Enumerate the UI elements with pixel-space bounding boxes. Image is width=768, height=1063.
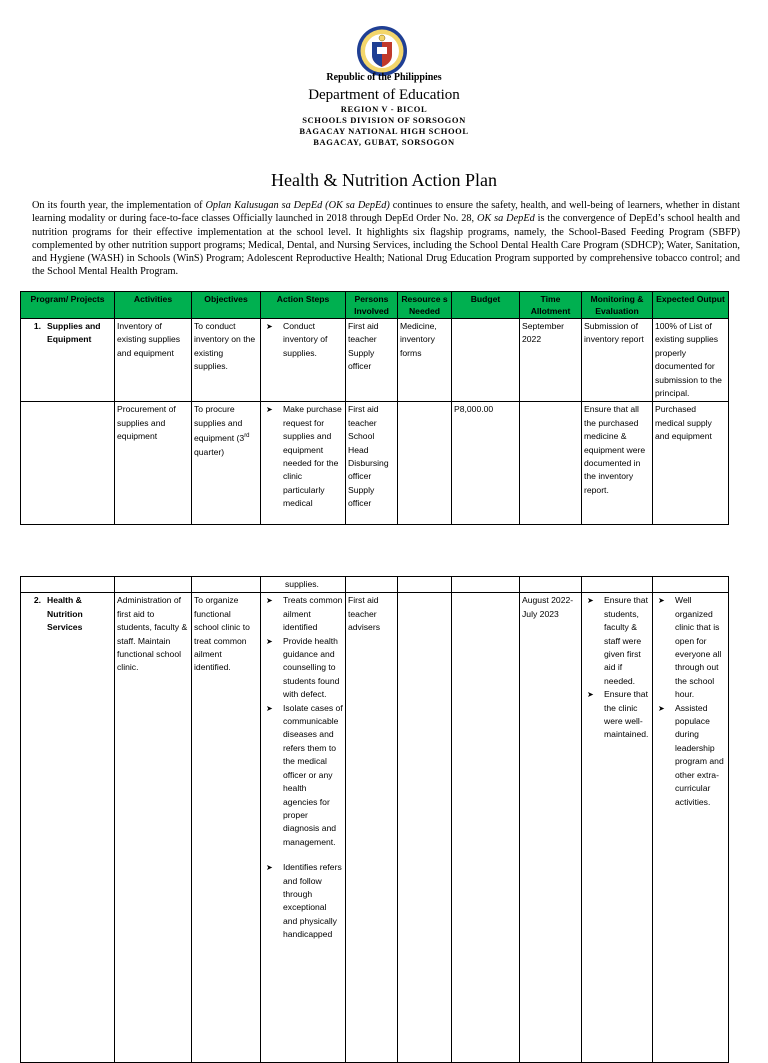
action-steps-cell bbox=[261, 402, 346, 525]
monitoring-cell: Ensure that all the purchased medicine & equipment were documented in the inventory report. bbox=[582, 402, 653, 525]
department-name: Department of Education bbox=[308, 87, 460, 103]
resources-cell: Medicine, inventory forms bbox=[398, 319, 452, 402]
col-header-objectives: Objectives bbox=[192, 292, 261, 319]
activity-cell bbox=[115, 577, 192, 593]
action-step: ➤ Make purchase request for supplies and equipment needed for the clinic particularly medical bbox=[263, 403, 343, 510]
action-plan-table bbox=[20, 291, 729, 525]
output-item: ➤ Assisted populace during leadership program and other extra-curricular activities. bbox=[655, 702, 726, 809]
intro-paragraph: On its fourth year, the implementation of Oplan Kalusugan sa DepEd (OK sa DepEd) continues to ensure the safety, health, and well-being of learners, whether in distant learning modality or during face-to-face classes Officially launched in 2018 through DepEd Order No. 28, OK sa DepEd is the convergence of DepEd’s school health and nutrition programs for their effective implementation at the school level. It highlights six flagship programs, namely, the School-Based Feeding Program (SBFP) complemented by other nutrition support programs; Medical, Dental, and Nursing Services, including the School Dental Health Care Program (SDHCP); Water, Sanitation, and Hygiene (WASH) in Schools (WinS) Program; Adolescent Reproductive Health; National Drug Education Program supported by comprehensive tobacco control; and the School Mental Health Program. bbox=[32, 200, 741, 278]
action-step: ➤ Treats common ailment identified bbox=[263, 594, 343, 634]
persons-cell bbox=[346, 577, 398, 593]
region-line: REGION V - BICOL bbox=[340, 104, 428, 114]
col-header-time: Time Allotment bbox=[520, 292, 582, 319]
col-header-persons: Persons Involved bbox=[346, 292, 398, 319]
output-item: ➤ Well organized clinic that is open for everyone all through out the school hour. bbox=[655, 594, 726, 701]
action-steps-cell bbox=[261, 319, 346, 402]
division-line: SCHOOLS DIVISION OF SORSOGON bbox=[302, 115, 466, 125]
table-row bbox=[21, 577, 729, 593]
action-step: ➤ Identifies refers and follow through exceptional and physically handicapped bbox=[263, 861, 343, 941]
school-name: BAGACAY NATIONAL HIGH SCHOOL bbox=[299, 126, 469, 136]
table-row bbox=[21, 319, 729, 402]
output-cell bbox=[653, 593, 729, 1063]
col-header-program: Program/ Projects bbox=[21, 292, 115, 319]
action-plan-table-continued bbox=[20, 576, 729, 1063]
col-header-activities: Activities bbox=[115, 292, 192, 319]
col-header-budget: Budget bbox=[452, 292, 520, 319]
objective-cell: To procure supplies and equipment (3rd quarter) bbox=[192, 402, 261, 525]
monitoring-cell bbox=[582, 593, 653, 1063]
activity-cell: Administration of first aid to students, faculty & staff. Maintain functional school clinic. bbox=[115, 593, 192, 1063]
resources-cell bbox=[398, 577, 452, 593]
time-cell: August 2022- July 2023 bbox=[520, 593, 582, 1063]
time-cell: September 2022 bbox=[520, 319, 582, 402]
budget-cell bbox=[452, 319, 520, 402]
activity-cell: Inventory of existing supplies and equipment bbox=[115, 319, 192, 402]
output-cell: 100% of List of existing supplies properly documented for submission to the principal. bbox=[653, 319, 729, 402]
objective-cell: To conduct inventory on the existing supplies. bbox=[192, 319, 261, 402]
monitoring-item: ➤ Ensure that the clinic were well-maintained. bbox=[584, 688, 650, 742]
objective-cell bbox=[192, 577, 261, 593]
persons-cell: First aid teacher advisers bbox=[346, 593, 398, 1063]
col-header-monitoring: Monitoring & Evaluation bbox=[582, 292, 653, 319]
col-header-action-steps: Action Steps bbox=[261, 292, 346, 319]
program-cell: 1. Supplies and Equipment bbox=[21, 319, 115, 402]
table-row bbox=[21, 402, 729, 525]
output-cell: Purchased medical supply and equipment bbox=[653, 402, 729, 525]
action-step: ➤ Isolate cases of communicable diseases and refers them to the medical officer or any health agencies for proper diagnosis and management. bbox=[263, 702, 343, 849]
monitoring-item: ➤ Ensure that students, faculty & staff were given first aid if needed. bbox=[584, 594, 650, 688]
budget-cell: P8,000.00 bbox=[452, 402, 520, 525]
time-cell bbox=[520, 402, 582, 525]
monitoring-cell bbox=[582, 577, 653, 593]
program-cell bbox=[21, 577, 115, 593]
header-row bbox=[21, 292, 729, 319]
action-steps-cell: supplies. bbox=[261, 577, 346, 593]
resources-cell bbox=[398, 593, 452, 1063]
school-address: BAGACAY, GUBAT, SORSOGON bbox=[313, 137, 455, 147]
time-cell bbox=[520, 577, 582, 593]
resources-cell bbox=[398, 402, 452, 525]
objective-cell: To organize functional school clinic to treat common ailment identified. bbox=[192, 593, 261, 1063]
program-cell: 2. Health & Nutrition Services bbox=[21, 593, 115, 1063]
persons-cell: First aid teacher Supply officer bbox=[346, 319, 398, 402]
page-title: Health & Nutrition Action Plan bbox=[271, 170, 497, 190]
deped-seal-logo bbox=[356, 25, 408, 77]
action-steps-cell bbox=[261, 593, 346, 1063]
activity-cell: Procurement of supplies and equipment bbox=[115, 402, 192, 525]
table-row bbox=[21, 593, 729, 1063]
monitoring-cell: Submission of inventory report bbox=[582, 319, 653, 402]
persons-cell: First aid teacher School Head Disbursing officer Supply officer bbox=[346, 402, 398, 525]
budget-cell bbox=[452, 593, 520, 1063]
col-header-resources: Resource s Needed bbox=[398, 292, 452, 319]
program-cell bbox=[21, 402, 115, 525]
action-step: ➤ Provide health guidance and counselling to students found with defect. bbox=[263, 635, 343, 702]
republic-line: Republic of the Philippines bbox=[326, 72, 442, 83]
output-cell bbox=[653, 577, 729, 593]
col-header-output: Expected Output bbox=[653, 292, 729, 319]
budget-cell bbox=[452, 577, 520, 593]
action-step: ➤ Conduct inventory of supplies. bbox=[263, 320, 343, 360]
